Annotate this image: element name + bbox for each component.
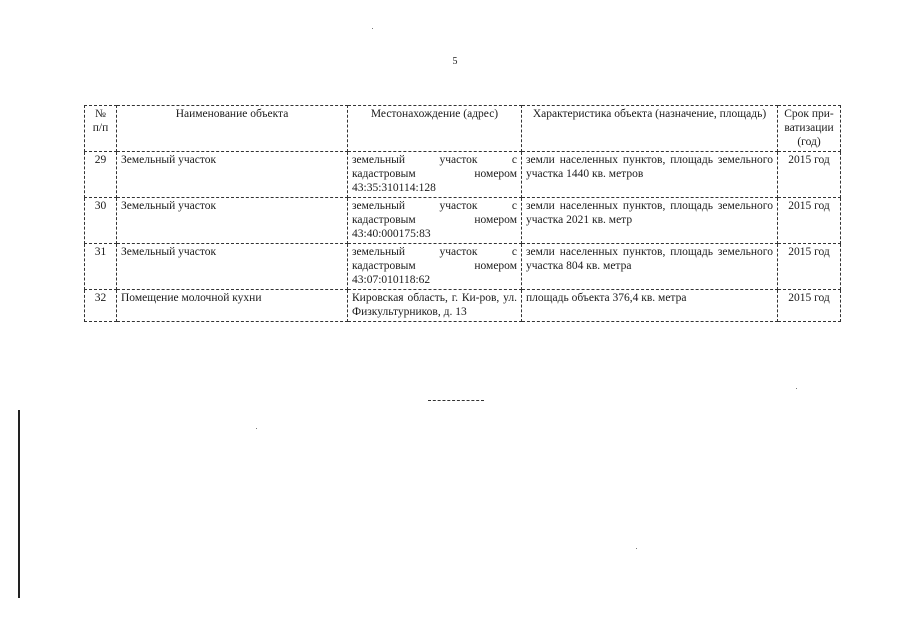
table-row <box>85 152 841 198</box>
header-object-name: Наименование объекта <box>117 106 348 152</box>
page-number: 5 <box>452 56 458 67</box>
object-name: Земельный участок <box>117 198 348 244</box>
object-description: площадь объекта 376,4 кв. метра <box>522 290 778 322</box>
table-row <box>85 244 841 290</box>
header-number: № п/п <box>85 106 117 152</box>
table-row <box>85 290 841 322</box>
object-description: земли населенных пунктов, площадь земельного участка 1440 кв. метров <box>522 152 778 198</box>
privatization-term: 2015 год <box>778 198 841 244</box>
scan-speck <box>256 428 257 429</box>
scan-speck <box>372 28 373 29</box>
row-number: 30 <box>85 198 117 244</box>
scan-edge-line <box>18 410 20 598</box>
object-address: земельный участок с кадастровым номером 43:40:000175:83 <box>348 198 522 244</box>
row-number: 32 <box>85 290 117 322</box>
table-row <box>85 198 841 244</box>
header-location: Местонахождение (адрес) <box>348 106 522 152</box>
scan-speck <box>796 388 797 389</box>
row-number: 29 <box>85 152 117 198</box>
table-header-row <box>85 106 841 152</box>
object-address: Кировская область, г. Ки-ров, ул. Физкультурников, д. 13 <box>348 290 522 322</box>
row-number: 31 <box>85 244 117 290</box>
privatization-term: 2015 год <box>778 152 841 198</box>
object-address: земельный участок с кадастровым номером 43:07:010118:62 <box>348 244 522 290</box>
object-name: Помещение молочной кухни <box>117 290 348 322</box>
object-address: земельный участок с кадастровым номером 43:35:310114:128 <box>348 152 522 198</box>
privatization-term: 2015 год <box>778 290 841 322</box>
privatization-table <box>84 105 841 322</box>
header-privatization-term: Срок при-ватизации (год) <box>778 106 841 152</box>
object-description: земли населенных пунктов, площадь земельного участка 2021 кв. метр <box>522 198 778 244</box>
header-characteristics: Характеристика объекта (назначение, площадь) <box>522 106 778 152</box>
scan-speck <box>636 548 637 549</box>
object-description: земли населенных пунктов, площадь земельного участка 804 кв. метра <box>522 244 778 290</box>
privatization-term: 2015 год <box>778 244 841 290</box>
object-name: Земельный участок <box>117 244 348 290</box>
object-name: Земельный участок <box>117 152 348 198</box>
end-divider <box>428 400 484 401</box>
